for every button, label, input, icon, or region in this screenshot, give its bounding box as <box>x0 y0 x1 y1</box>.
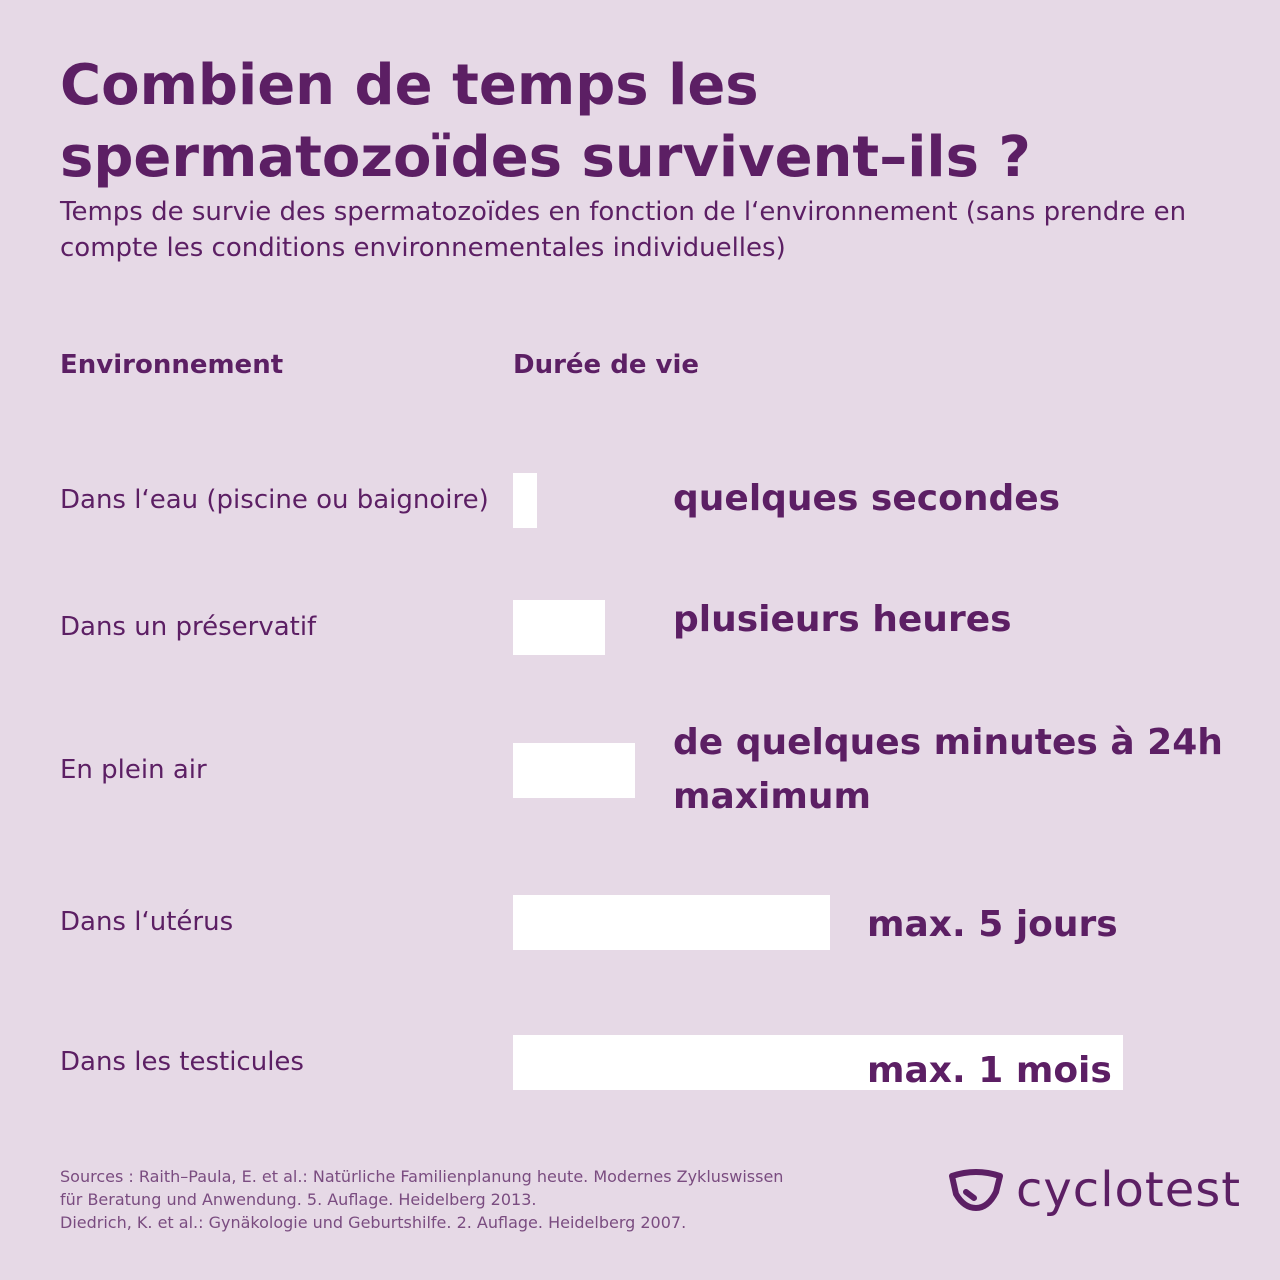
source-line: Sources : Raith–Paula, E. et al.: Natürliche Familienplanung heute. Modernes Zykluswissen <box>60 1167 784 1186</box>
bar <box>513 895 830 950</box>
category-label: Dans l‘utérus <box>60 907 234 937</box>
category-label: En plein air <box>60 755 207 785</box>
chart-title: Combien de temps les spermatozoïdes survivent–ils ? <box>60 53 1031 190</box>
value-label: plusieurs heures <box>673 599 1012 640</box>
brand-logo <box>948 1158 1241 1222</box>
logo-text: cyclotest <box>1016 1162 1242 1218</box>
category-label: Dans les testicules <box>60 1047 304 1077</box>
column-header-environment: Environnement <box>60 350 284 380</box>
value-label: max. 5 jours <box>867 904 1118 945</box>
bar <box>513 473 537 528</box>
chart-subtitle: Temps de survie des spermatozoïdes en fonction de l‘environnement (sans prendre en compte les conditions environnementales individuelles) <box>60 197 1187 263</box>
category-label: Dans un préservatif <box>60 612 317 642</box>
column-header-duration: Durée de vie <box>513 350 700 380</box>
bar <box>513 600 605 655</box>
category-label: Dans l‘eau (piscine ou baignoire) <box>60 485 489 515</box>
source-line: Diedrich, K. et al.: Gynäkologie und Geburtshilfe. 2. Auflage. Heidelberg 2007. <box>60 1213 687 1232</box>
source-line: für Beratung und Anwendung. 5. Auflage. Heidelberg 2013. <box>60 1190 537 1209</box>
value-label: de quelques minutes à 24h maximum <box>673 722 1223 817</box>
value-label: max. 1 mois <box>867 1050 1112 1091</box>
bar <box>513 743 635 798</box>
value-label: quelques secondes <box>673 478 1061 519</box>
cyclotest-logo-icon <box>948 1168 1004 1212</box>
sources <box>60 1165 820 1234</box>
